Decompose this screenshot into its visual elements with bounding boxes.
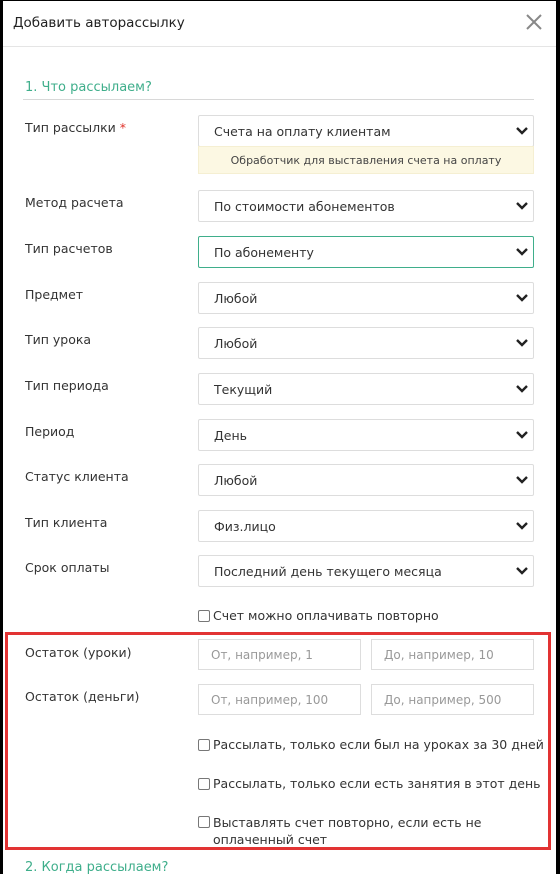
payment-due-label: Срок оплаты — [25, 560, 110, 575]
chevron-down-icon — [515, 429, 529, 441]
period-type-select[interactable]: Текущий — [198, 373, 534, 405]
attended-30-days-checkbox[interactable] — [198, 739, 210, 751]
client-status-select[interactable]: Любой — [198, 464, 534, 496]
lesson-type-label: Тип урока — [25, 332, 92, 347]
mailing-type-label: Тип рассылки * — [25, 120, 127, 135]
client-status-label: Статус клиента — [25, 469, 129, 484]
payment-due-select[interactable]: Последний день текущего месяца — [198, 555, 534, 587]
has-lessons-today-checkbox[interactable] — [198, 778, 210, 790]
chevron-down-icon — [515, 383, 529, 395]
mailing-type-select[interactable]: Счета на оплату клиентам — [198, 115, 534, 147]
remainder-lessons-to-input[interactable]: До, например, 10 — [371, 639, 534, 670]
period-type-label: Тип периода — [25, 378, 109, 393]
calc-type-label: Тип расчетов — [25, 241, 113, 256]
reissue-invoice-checkbox-row[interactable]: Выставлять счет повторно, если есть не оплаченный счет — [198, 814, 538, 848]
add-mailing-modal — [3, 1, 556, 874]
client-type-select[interactable]: Физ.лицо — [198, 510, 534, 542]
reissue-invoice-checkbox[interactable] — [198, 816, 210, 828]
calc-method-select[interactable]: По стоимости абонементов — [198, 190, 534, 222]
modal-title: Добавить авторассылку — [13, 15, 185, 31]
section-divider — [23, 99, 534, 100]
chevron-down-icon — [515, 337, 529, 349]
calc-type-select[interactable]: По абонементу — [198, 236, 534, 268]
subject-label: Предмет — [25, 287, 84, 302]
chevron-down-icon — [515, 125, 529, 137]
remainder-lessons-from-input[interactable]: От, например, 1 — [198, 639, 361, 670]
attended-30-days-checkbox-row[interactable]: Рассылать, только если был на уроках за 30 дней — [198, 737, 544, 752]
period-label: Период — [25, 424, 75, 439]
repeat-payment-checkbox[interactable] — [198, 610, 210, 622]
chevron-down-icon — [515, 292, 529, 304]
remainder-money-label: Остаток (деньги) — [25, 689, 140, 704]
repeat-payment-checkbox-row[interactable]: Счет можно оплачивать повторно — [198, 608, 439, 623]
remainder-lessons-label: Остаток (уроки) — [25, 645, 132, 660]
remainder-money-from-input[interactable]: От, например, 100 — [198, 684, 361, 715]
chevron-down-icon — [515, 200, 529, 212]
chevron-down-icon — [515, 246, 529, 258]
remainder-money-to-input[interactable]: До, например, 500 — [371, 684, 534, 715]
section-what-title: 1. Что рассылаем? — [25, 80, 152, 95]
chevron-down-icon — [515, 565, 529, 577]
mailing-type-hint: Обработчик для выставления счета на оплату — [198, 146, 534, 174]
lesson-type-select[interactable]: Любой — [198, 327, 534, 359]
chevron-down-icon — [515, 474, 529, 486]
chevron-down-icon — [515, 520, 529, 532]
has-lessons-today-checkbox-row[interactable]: Рассылать, только если есть занятия в этот день — [198, 776, 541, 791]
client-type-label: Тип клиента — [25, 515, 108, 530]
subject-select[interactable]: Любой — [198, 282, 534, 314]
calc-method-label: Метод расчета — [25, 195, 124, 210]
section-when-title: 2. Когда рассылаем? — [25, 860, 169, 874]
close-button[interactable] — [522, 10, 546, 34]
close-icon — [522, 10, 546, 34]
modal-header — [3, 1, 556, 47]
period-select[interactable]: День — [198, 419, 534, 451]
